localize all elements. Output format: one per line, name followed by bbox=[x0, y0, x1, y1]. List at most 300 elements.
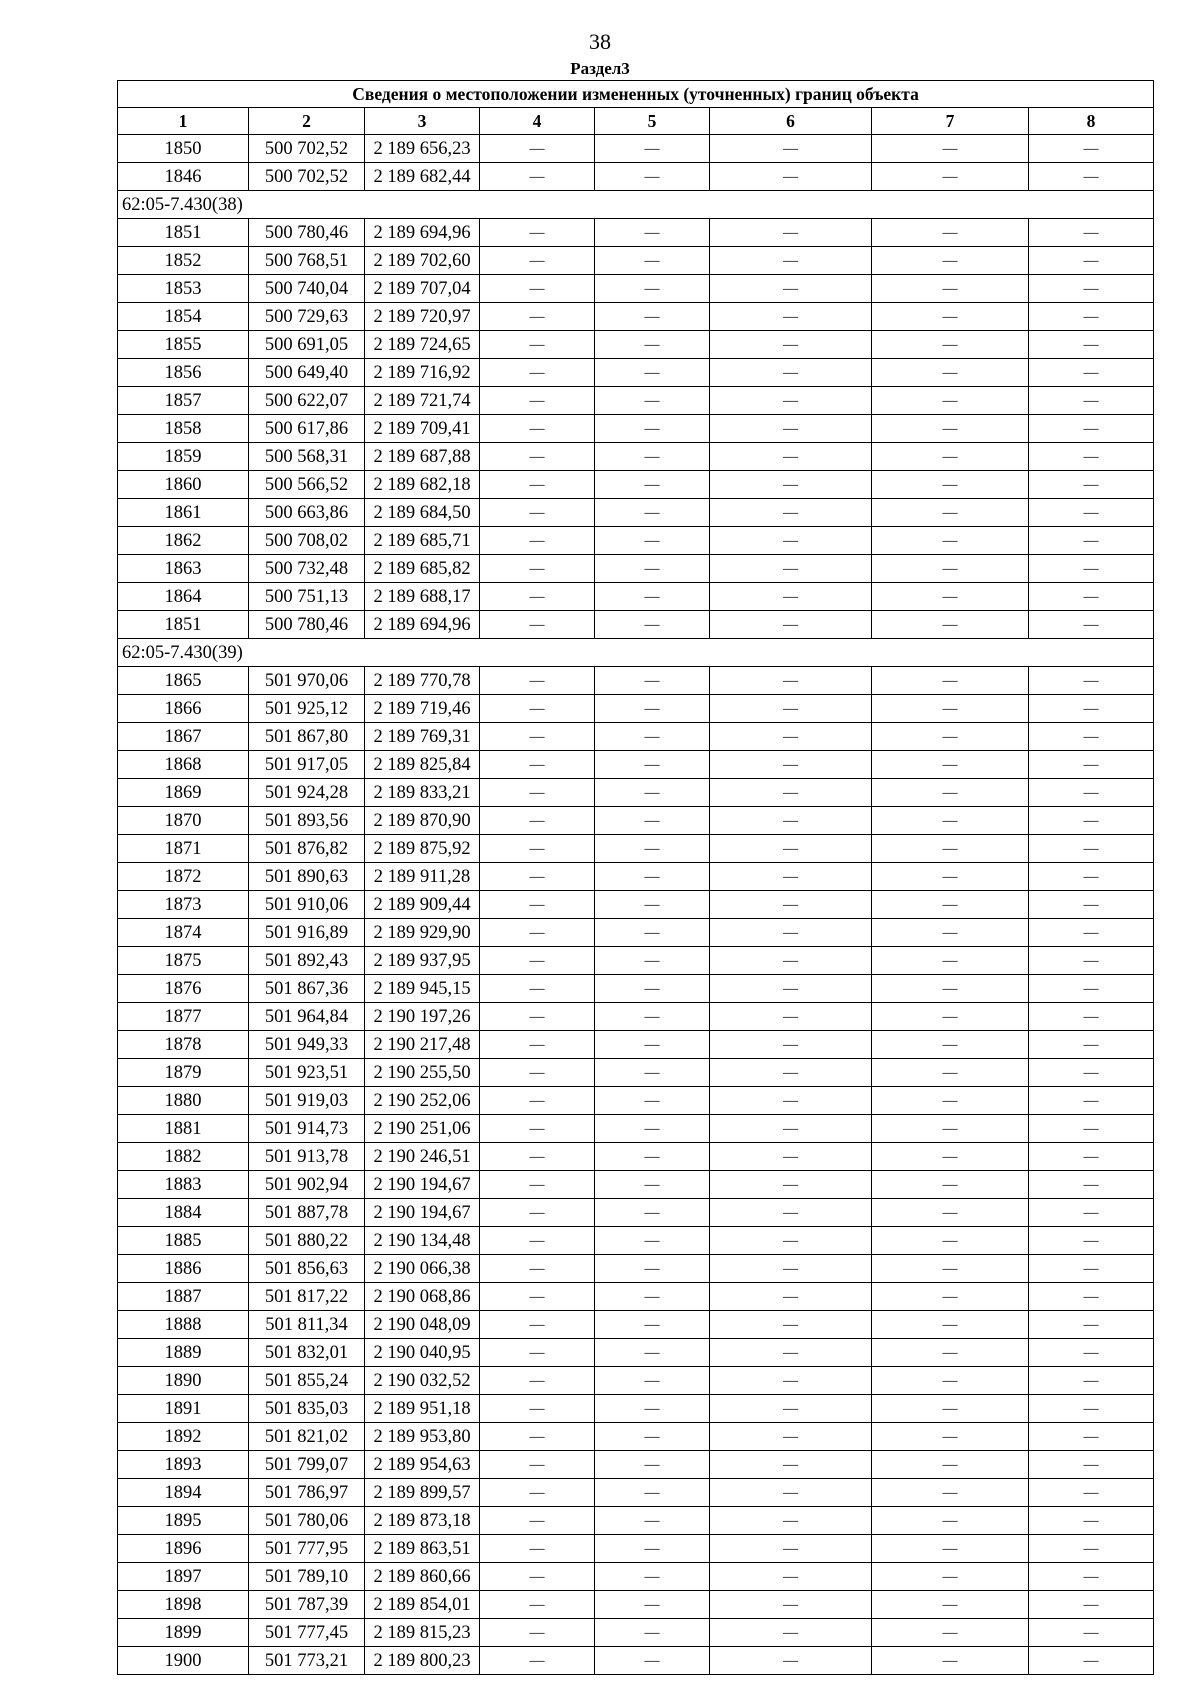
empty-dash-cell: — bbox=[1029, 1479, 1154, 1507]
y-coordinate: 2 189 854,01 bbox=[365, 1591, 480, 1619]
x-coordinate: 500 691,05 bbox=[249, 331, 365, 359]
point-number: 1884 bbox=[118, 1199, 249, 1227]
empty-dash-cell: — bbox=[1029, 1423, 1154, 1451]
point-number: 1892 bbox=[118, 1423, 249, 1451]
empty-dash-cell: — bbox=[1029, 1395, 1154, 1423]
empty-dash-cell: — bbox=[710, 135, 872, 163]
empty-dash-cell: — bbox=[710, 1619, 872, 1647]
empty-dash-cell: — bbox=[595, 919, 710, 947]
empty-dash-cell: — bbox=[480, 1339, 595, 1367]
empty-dash-cell: — bbox=[595, 1115, 710, 1143]
empty-dash-cell: — bbox=[480, 1535, 595, 1563]
empty-dash-cell: — bbox=[710, 415, 872, 443]
x-coordinate: 501 916,89 bbox=[249, 919, 365, 947]
empty-dash-cell: — bbox=[480, 583, 595, 611]
empty-dash-cell: — bbox=[480, 443, 595, 471]
point-number: 1869 bbox=[118, 779, 249, 807]
empty-dash-cell: — bbox=[480, 1199, 595, 1227]
empty-dash-cell: — bbox=[480, 1619, 595, 1647]
empty-dash-cell: — bbox=[480, 835, 595, 863]
empty-dash-cell: — bbox=[710, 303, 872, 331]
empty-dash-cell: — bbox=[710, 807, 872, 835]
empty-dash-cell: — bbox=[872, 359, 1029, 387]
empty-dash-cell: — bbox=[480, 1367, 595, 1395]
empty-dash-cell: — bbox=[595, 583, 710, 611]
table-row bbox=[118, 1003, 1154, 1031]
empty-dash-cell: — bbox=[710, 919, 872, 947]
empty-dash-cell: — bbox=[480, 359, 595, 387]
empty-dash-cell: — bbox=[595, 499, 710, 527]
x-coordinate: 500 708,02 bbox=[249, 527, 365, 555]
table-row bbox=[118, 835, 1154, 863]
empty-dash-cell: — bbox=[595, 975, 710, 1003]
empty-dash-cell: — bbox=[480, 275, 595, 303]
table-row bbox=[118, 275, 1154, 303]
empty-dash-cell: — bbox=[872, 387, 1029, 415]
empty-dash-cell: — bbox=[872, 1087, 1029, 1115]
point-number: 1857 bbox=[118, 387, 249, 415]
empty-dash-cell: — bbox=[595, 611, 710, 639]
empty-dash-cell: — bbox=[872, 135, 1029, 163]
empty-dash-cell: — bbox=[595, 1003, 710, 1031]
table-row bbox=[118, 135, 1154, 163]
point-number: 1898 bbox=[118, 1591, 249, 1619]
x-coordinate: 501 787,39 bbox=[249, 1591, 365, 1619]
x-coordinate: 501 914,73 bbox=[249, 1115, 365, 1143]
point-number: 1895 bbox=[118, 1507, 249, 1535]
x-coordinate: 500 780,46 bbox=[249, 611, 365, 639]
empty-dash-cell: — bbox=[1029, 1059, 1154, 1087]
x-coordinate: 501 786,97 bbox=[249, 1479, 365, 1507]
empty-dash-cell: — bbox=[480, 1143, 595, 1171]
empty-dash-cell: — bbox=[1029, 807, 1154, 835]
y-coordinate: 2 189 833,21 bbox=[365, 779, 480, 807]
table-row bbox=[118, 919, 1154, 947]
column-header-6: 6 bbox=[710, 108, 872, 135]
empty-dash-cell: — bbox=[710, 947, 872, 975]
empty-dash-cell: — bbox=[1029, 1367, 1154, 1395]
empty-dash-cell: — bbox=[872, 163, 1029, 191]
empty-dash-cell: — bbox=[872, 779, 1029, 807]
x-coordinate: 500 622,07 bbox=[249, 387, 365, 415]
x-coordinate: 501 799,07 bbox=[249, 1451, 365, 1479]
empty-dash-cell: — bbox=[1029, 1031, 1154, 1059]
empty-dash-cell: — bbox=[710, 1591, 872, 1619]
y-coordinate: 2 189 911,28 bbox=[365, 863, 480, 891]
empty-dash-cell: — bbox=[595, 1591, 710, 1619]
point-number: 1863 bbox=[118, 555, 249, 583]
empty-dash-cell: — bbox=[1029, 835, 1154, 863]
point-number: 1872 bbox=[118, 863, 249, 891]
empty-dash-cell: — bbox=[595, 135, 710, 163]
point-number: 1871 bbox=[118, 835, 249, 863]
x-coordinate: 500 751,13 bbox=[249, 583, 365, 611]
empty-dash-cell: — bbox=[1029, 723, 1154, 751]
empty-dash-cell: — bbox=[480, 807, 595, 835]
empty-dash-cell: — bbox=[710, 835, 872, 863]
empty-dash-cell: — bbox=[872, 1031, 1029, 1059]
y-coordinate: 2 189 682,18 bbox=[365, 471, 480, 499]
empty-dash-cell: — bbox=[710, 1115, 872, 1143]
x-coordinate: 501 970,06 bbox=[249, 667, 365, 695]
empty-dash-cell: — bbox=[1029, 1591, 1154, 1619]
x-coordinate: 501 880,22 bbox=[249, 1227, 365, 1255]
y-coordinate: 2 189 709,41 bbox=[365, 415, 480, 443]
x-coordinate: 501 856,63 bbox=[249, 1255, 365, 1283]
empty-dash-cell: — bbox=[710, 751, 872, 779]
table-row bbox=[118, 499, 1154, 527]
empty-dash-cell: — bbox=[710, 219, 872, 247]
empty-dash-cell: — bbox=[872, 1339, 1029, 1367]
empty-dash-cell: — bbox=[595, 1423, 710, 1451]
empty-dash-cell: — bbox=[595, 863, 710, 891]
y-coordinate: 2 189 682,44 bbox=[365, 163, 480, 191]
point-number: 1882 bbox=[118, 1143, 249, 1171]
empty-dash-cell: — bbox=[595, 751, 710, 779]
empty-dash-cell: — bbox=[872, 1535, 1029, 1563]
point-number: 1896 bbox=[118, 1535, 249, 1563]
x-coordinate: 501 789,10 bbox=[249, 1563, 365, 1591]
x-coordinate: 501 855,24 bbox=[249, 1367, 365, 1395]
y-coordinate: 2 189 721,74 bbox=[365, 387, 480, 415]
empty-dash-cell: — bbox=[595, 527, 710, 555]
empty-dash-cell: — bbox=[872, 527, 1029, 555]
empty-dash-cell: — bbox=[1029, 163, 1154, 191]
empty-dash-cell: — bbox=[710, 1395, 872, 1423]
empty-dash-cell: — bbox=[595, 443, 710, 471]
empty-dash-cell: — bbox=[595, 1479, 710, 1507]
y-coordinate: 2 189 945,15 bbox=[365, 975, 480, 1003]
empty-dash-cell: — bbox=[595, 779, 710, 807]
point-number: 1889 bbox=[118, 1339, 249, 1367]
column-header-2: 2 bbox=[249, 108, 365, 135]
point-number: 1850 bbox=[118, 135, 249, 163]
empty-dash-cell: — bbox=[1029, 1619, 1154, 1647]
column-header-7: 7 bbox=[872, 108, 1029, 135]
empty-dash-cell: — bbox=[1029, 1143, 1154, 1171]
y-coordinate: 2 189 685,71 bbox=[365, 527, 480, 555]
empty-dash-cell: — bbox=[872, 275, 1029, 303]
empty-dash-cell: — bbox=[1029, 1255, 1154, 1283]
point-number: 1860 bbox=[118, 471, 249, 499]
table-row bbox=[118, 387, 1154, 415]
x-coordinate: 500 780,46 bbox=[249, 219, 365, 247]
group-label: 62:05-7.430(39) bbox=[118, 639, 1154, 667]
point-number: 1877 bbox=[118, 1003, 249, 1031]
empty-dash-cell: — bbox=[872, 1423, 1029, 1451]
empty-dash-cell: — bbox=[595, 219, 710, 247]
empty-dash-cell: — bbox=[1029, 751, 1154, 779]
table-row bbox=[118, 779, 1154, 807]
empty-dash-cell: — bbox=[1029, 1647, 1154, 1675]
point-number: 1897 bbox=[118, 1563, 249, 1591]
empty-dash-cell: — bbox=[872, 1115, 1029, 1143]
point-number: 1853 bbox=[118, 275, 249, 303]
table-row bbox=[118, 471, 1154, 499]
empty-dash-cell: — bbox=[1029, 863, 1154, 891]
point-number: 1861 bbox=[118, 499, 249, 527]
empty-dash-cell: — bbox=[1029, 1087, 1154, 1115]
point-number: 1851 bbox=[118, 611, 249, 639]
empty-dash-cell: — bbox=[1029, 275, 1154, 303]
empty-dash-cell: — bbox=[595, 1563, 710, 1591]
table-row bbox=[118, 891, 1154, 919]
point-number: 1899 bbox=[118, 1619, 249, 1647]
empty-dash-cell: — bbox=[480, 1507, 595, 1535]
empty-dash-cell: — bbox=[710, 779, 872, 807]
empty-dash-cell: — bbox=[710, 891, 872, 919]
x-coordinate: 501 910,06 bbox=[249, 891, 365, 919]
empty-dash-cell: — bbox=[1029, 555, 1154, 583]
y-coordinate: 2 189 716,92 bbox=[365, 359, 480, 387]
x-coordinate: 501 835,03 bbox=[249, 1395, 365, 1423]
empty-dash-cell: — bbox=[1029, 975, 1154, 1003]
empty-dash-cell: — bbox=[1029, 1339, 1154, 1367]
empty-dash-cell: — bbox=[595, 415, 710, 443]
y-coordinate: 2 190 252,06 bbox=[365, 1087, 480, 1115]
x-coordinate: 501 913,78 bbox=[249, 1143, 365, 1171]
table-row bbox=[118, 1367, 1154, 1395]
empty-dash-cell: — bbox=[710, 667, 872, 695]
empty-dash-cell: — bbox=[595, 835, 710, 863]
empty-dash-cell: — bbox=[595, 891, 710, 919]
x-coordinate: 500 566,52 bbox=[249, 471, 365, 499]
y-coordinate: 2 189 815,23 bbox=[365, 1619, 480, 1647]
empty-dash-cell: — bbox=[595, 947, 710, 975]
empty-dash-cell: — bbox=[480, 723, 595, 751]
empty-dash-cell: — bbox=[872, 751, 1029, 779]
empty-dash-cell: — bbox=[872, 695, 1029, 723]
empty-dash-cell: — bbox=[1029, 471, 1154, 499]
empty-dash-cell: — bbox=[480, 1311, 595, 1339]
empty-dash-cell: — bbox=[480, 1255, 595, 1283]
point-number: 1893 bbox=[118, 1451, 249, 1479]
column-header-3: 3 bbox=[365, 108, 480, 135]
empty-dash-cell: — bbox=[480, 1647, 595, 1675]
y-coordinate: 2 189 702,60 bbox=[365, 247, 480, 275]
empty-dash-cell: — bbox=[872, 863, 1029, 891]
point-number: 1867 bbox=[118, 723, 249, 751]
empty-dash-cell: — bbox=[1029, 1171, 1154, 1199]
empty-dash-cell: — bbox=[1029, 1003, 1154, 1031]
x-coordinate: 501 949,33 bbox=[249, 1031, 365, 1059]
table-row bbox=[118, 863, 1154, 891]
column-header-8: 8 bbox=[1029, 108, 1154, 135]
empty-dash-cell: — bbox=[480, 751, 595, 779]
y-coordinate: 2 189 825,84 bbox=[365, 751, 480, 779]
table-row bbox=[118, 667, 1154, 695]
empty-dash-cell: — bbox=[595, 303, 710, 331]
empty-dash-cell: — bbox=[710, 1535, 872, 1563]
table-row bbox=[118, 1619, 1154, 1647]
empty-dash-cell: — bbox=[480, 471, 595, 499]
empty-dash-cell: — bbox=[595, 1311, 710, 1339]
empty-dash-cell: — bbox=[872, 1171, 1029, 1199]
x-coordinate: 501 893,56 bbox=[249, 807, 365, 835]
empty-dash-cell: — bbox=[480, 415, 595, 443]
x-coordinate: 500 663,86 bbox=[249, 499, 365, 527]
empty-dash-cell: — bbox=[1029, 611, 1154, 639]
y-coordinate: 2 189 694,96 bbox=[365, 219, 480, 247]
y-coordinate: 2 190 217,48 bbox=[365, 1031, 480, 1059]
table-row bbox=[118, 1591, 1154, 1619]
empty-dash-cell: — bbox=[872, 1367, 1029, 1395]
empty-dash-cell: — bbox=[1029, 303, 1154, 331]
empty-dash-cell: — bbox=[480, 1115, 595, 1143]
empty-dash-cell: — bbox=[872, 1507, 1029, 1535]
table-row bbox=[118, 723, 1154, 751]
empty-dash-cell: — bbox=[595, 1255, 710, 1283]
point-number: 1876 bbox=[118, 975, 249, 1003]
empty-dash-cell: — bbox=[480, 499, 595, 527]
empty-dash-cell: — bbox=[480, 919, 595, 947]
empty-dash-cell: — bbox=[595, 387, 710, 415]
table-row bbox=[118, 1059, 1154, 1087]
empty-dash-cell: — bbox=[1029, 1283, 1154, 1311]
empty-dash-cell: — bbox=[872, 247, 1029, 275]
empty-dash-cell: — bbox=[710, 863, 872, 891]
table-row bbox=[118, 1171, 1154, 1199]
empty-dash-cell: — bbox=[595, 471, 710, 499]
empty-dash-cell: — bbox=[595, 1031, 710, 1059]
empty-dash-cell: — bbox=[1029, 219, 1154, 247]
x-coordinate: 500 702,52 bbox=[249, 135, 365, 163]
y-coordinate: 2 189 707,04 bbox=[365, 275, 480, 303]
table-row bbox=[118, 555, 1154, 583]
empty-dash-cell: — bbox=[872, 975, 1029, 1003]
empty-dash-cell: — bbox=[595, 275, 710, 303]
y-coordinate: 2 189 937,95 bbox=[365, 947, 480, 975]
empty-dash-cell: — bbox=[1029, 1563, 1154, 1591]
empty-dash-cell: — bbox=[872, 611, 1029, 639]
table-row bbox=[118, 1507, 1154, 1535]
empty-dash-cell: — bbox=[710, 1283, 872, 1311]
table-row bbox=[118, 751, 1154, 779]
empty-dash-cell: — bbox=[595, 1143, 710, 1171]
empty-dash-cell: — bbox=[872, 1227, 1029, 1255]
x-coordinate: 501 773,21 bbox=[249, 1647, 365, 1675]
table-row bbox=[118, 1395, 1154, 1423]
point-number: 1865 bbox=[118, 667, 249, 695]
empty-dash-cell: — bbox=[872, 1059, 1029, 1087]
table-row bbox=[118, 1563, 1154, 1591]
empty-dash-cell: — bbox=[710, 527, 872, 555]
empty-dash-cell: — bbox=[1029, 359, 1154, 387]
empty-dash-cell: — bbox=[872, 1143, 1029, 1171]
table-row bbox=[118, 331, 1154, 359]
table-row bbox=[118, 1227, 1154, 1255]
empty-dash-cell: — bbox=[710, 1255, 872, 1283]
empty-dash-cell: — bbox=[595, 1367, 710, 1395]
table-row bbox=[118, 1311, 1154, 1339]
x-coordinate: 500 768,51 bbox=[249, 247, 365, 275]
empty-dash-cell: — bbox=[480, 779, 595, 807]
empty-dash-cell: — bbox=[595, 555, 710, 583]
empty-dash-cell: — bbox=[595, 723, 710, 751]
empty-dash-cell: — bbox=[1029, 779, 1154, 807]
empty-dash-cell: — bbox=[1029, 499, 1154, 527]
empty-dash-cell: — bbox=[1029, 891, 1154, 919]
empty-dash-cell: — bbox=[595, 1451, 710, 1479]
table-row bbox=[118, 1647, 1154, 1675]
table-row bbox=[118, 807, 1154, 835]
table-row bbox=[118, 1283, 1154, 1311]
empty-dash-cell: — bbox=[872, 471, 1029, 499]
point-number: 1868 bbox=[118, 751, 249, 779]
table-caption-row bbox=[118, 81, 1154, 108]
empty-dash-cell: — bbox=[480, 555, 595, 583]
y-coordinate: 2 189 909,44 bbox=[365, 891, 480, 919]
point-number: 1888 bbox=[118, 1311, 249, 1339]
empty-dash-cell: — bbox=[1029, 1311, 1154, 1339]
empty-dash-cell: — bbox=[710, 1479, 872, 1507]
x-coordinate: 500 649,40 bbox=[249, 359, 365, 387]
empty-dash-cell: — bbox=[595, 1395, 710, 1423]
y-coordinate: 2 189 770,78 bbox=[365, 667, 480, 695]
y-coordinate: 2 189 870,90 bbox=[365, 807, 480, 835]
y-coordinate: 2 189 688,17 bbox=[365, 583, 480, 611]
point-number: 1900 bbox=[118, 1647, 249, 1675]
empty-dash-cell: — bbox=[480, 527, 595, 555]
table-row bbox=[118, 443, 1154, 471]
table-row bbox=[118, 219, 1154, 247]
empty-dash-cell: — bbox=[480, 1059, 595, 1087]
point-number: 1852 bbox=[118, 247, 249, 275]
empty-dash-cell: — bbox=[480, 695, 595, 723]
empty-dash-cell: — bbox=[1029, 247, 1154, 275]
y-coordinate: 2 190 040,95 bbox=[365, 1339, 480, 1367]
table-row bbox=[118, 359, 1154, 387]
y-coordinate: 2 190 255,50 bbox=[365, 1059, 480, 1087]
y-coordinate: 2 189 769,31 bbox=[365, 723, 480, 751]
empty-dash-cell: — bbox=[1029, 1227, 1154, 1255]
empty-dash-cell: — bbox=[872, 835, 1029, 863]
empty-dash-cell: — bbox=[872, 1647, 1029, 1675]
column-header-4: 4 bbox=[480, 108, 595, 135]
point-number: 1886 bbox=[118, 1255, 249, 1283]
empty-dash-cell: — bbox=[710, 1367, 872, 1395]
empty-dash-cell: — bbox=[710, 1311, 872, 1339]
y-coordinate: 2 189 685,82 bbox=[365, 555, 480, 583]
empty-dash-cell: — bbox=[1029, 331, 1154, 359]
empty-dash-cell: — bbox=[872, 331, 1029, 359]
empty-dash-cell: — bbox=[595, 1535, 710, 1563]
x-coordinate: 501 832,01 bbox=[249, 1339, 365, 1367]
y-coordinate: 2 190 032,52 bbox=[365, 1367, 480, 1395]
column-header-row bbox=[118, 108, 1154, 135]
y-coordinate: 2 189 860,66 bbox=[365, 1563, 480, 1591]
x-coordinate: 500 617,86 bbox=[249, 415, 365, 443]
empty-dash-cell: — bbox=[1029, 919, 1154, 947]
point-number: 1856 bbox=[118, 359, 249, 387]
empty-dash-cell: — bbox=[480, 247, 595, 275]
empty-dash-cell: — bbox=[710, 1171, 872, 1199]
empty-dash-cell: — bbox=[595, 163, 710, 191]
empty-dash-cell: — bbox=[1029, 415, 1154, 443]
x-coordinate: 500 740,04 bbox=[249, 275, 365, 303]
empty-dash-cell: — bbox=[710, 247, 872, 275]
empty-dash-cell: — bbox=[872, 723, 1029, 751]
column-header-1: 1 bbox=[118, 108, 249, 135]
empty-dash-cell: — bbox=[710, 975, 872, 1003]
table-row bbox=[118, 1199, 1154, 1227]
point-number: 1873 bbox=[118, 891, 249, 919]
point-number: 1854 bbox=[118, 303, 249, 331]
empty-dash-cell: — bbox=[595, 667, 710, 695]
x-coordinate: 501 890,63 bbox=[249, 863, 365, 891]
empty-dash-cell: — bbox=[595, 1227, 710, 1255]
table-row bbox=[118, 415, 1154, 443]
